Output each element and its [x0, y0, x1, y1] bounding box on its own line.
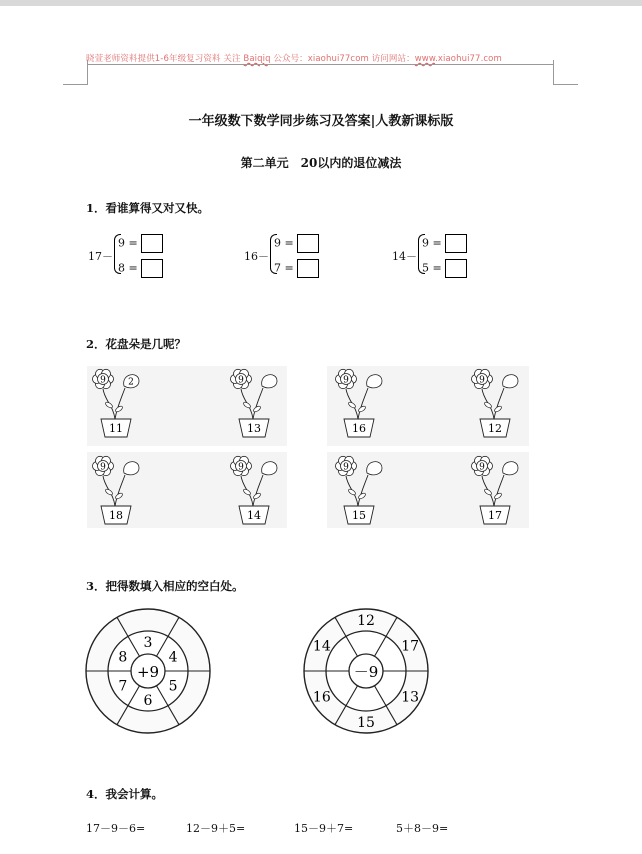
- flower-number: 9: [100, 375, 106, 386]
- subtrahend: 9: [422, 236, 429, 250]
- section4-heading: 4．我会计算。: [86, 787, 164, 801]
- leaf-balloon: [367, 375, 382, 388]
- wheel-value: 17: [401, 638, 420, 655]
- leaf: [358, 405, 367, 413]
- leaf: [348, 488, 357, 496]
- leaf: [494, 405, 503, 413]
- wheel-value: 3: [143, 635, 153, 651]
- equals-sign: =: [284, 261, 294, 275]
- leaf-balloon: [262, 462, 277, 475]
- header-text: 晓萱老师资料提供1-6年级复习资料 关注: [86, 54, 241, 64]
- wheel-operator: －9: [353, 663, 379, 681]
- wheel-value: 14: [312, 638, 331, 655]
- equals-sign: =: [432, 236, 442, 250]
- flower-pot: [93, 369, 140, 437]
- leaf: [105, 488, 114, 496]
- header-wechat: 公众号：xiaohui77com: [273, 54, 369, 64]
- flower-pot: [336, 369, 383, 437]
- leaf: [105, 401, 114, 409]
- leaf-balloon: [124, 462, 139, 475]
- stem: [115, 388, 125, 419]
- leaf: [253, 405, 262, 413]
- unit-title: 第二单元 20以内的退位减法: [240, 156, 402, 170]
- wheel-value: 15: [357, 715, 375, 731]
- equals-sign: =: [128, 261, 138, 275]
- equals-sign: =: [128, 236, 138, 250]
- wheel-plus-9: [82, 605, 214, 737]
- header-site-label: 访问网站：: [371, 54, 415, 64]
- flower-number: 9: [100, 462, 106, 473]
- subtrahend: 5: [422, 261, 429, 275]
- header-site: .xiaohui77.com: [435, 54, 502, 64]
- pot-number: 18: [109, 509, 123, 522]
- flower-pot: [472, 369, 519, 437]
- pot-number: 11: [109, 422, 123, 435]
- pot-number: 12: [488, 422, 502, 435]
- leaf: [358, 492, 367, 500]
- flower-pot: [93, 456, 140, 524]
- stem: [494, 388, 504, 419]
- stem: [115, 475, 125, 506]
- section1-heading: 1．看谁算得又对又快。: [86, 201, 210, 215]
- minuend: 14: [392, 250, 406, 263]
- flower-pot: [231, 369, 278, 437]
- doc-title: 一年级数下数学同步练习及答案|人教新课标版: [188, 114, 454, 129]
- leaf-balloon: [262, 375, 277, 388]
- header-qq: Baiqiq: [243, 54, 271, 64]
- flower-number: 9: [343, 375, 349, 386]
- flower-pot: [336, 456, 383, 524]
- stem: [358, 475, 368, 506]
- pot-number: 15: [352, 509, 366, 522]
- pot-number: 13: [247, 422, 261, 435]
- equals-sign: =: [432, 261, 442, 275]
- pot-number: 16: [352, 422, 366, 435]
- calc-item: 17－9－6=: [86, 822, 146, 835]
- wheel-value: 4: [168, 649, 178, 666]
- calc-item: 12－9＋5=: [186, 822, 246, 835]
- pot-number: 14: [247, 509, 261, 522]
- wheel-value: 8: [118, 649, 128, 666]
- leaf-balloon: [503, 462, 518, 475]
- leaf: [494, 492, 503, 500]
- minuend: 16: [244, 250, 258, 263]
- minus-sign: －: [406, 250, 417, 263]
- flower-number: 9: [238, 462, 244, 473]
- leaf: [115, 492, 124, 500]
- leaf-balloon: [367, 462, 382, 475]
- section3-heading: 3．把得数填入相应的空白处。: [86, 579, 244, 593]
- leaf: [253, 492, 262, 500]
- leaf: [243, 488, 252, 496]
- subtrahend: 7: [274, 261, 281, 275]
- flower-number: 9: [343, 462, 349, 473]
- flower-pot: [231, 456, 278, 524]
- stem: [494, 475, 504, 506]
- wheel-value: 7: [118, 678, 128, 695]
- minuend: 17: [88, 250, 102, 263]
- stem: [358, 388, 368, 419]
- stem: [253, 388, 263, 419]
- flower-number: 9: [479, 375, 485, 386]
- subtrahend: 9: [118, 236, 125, 250]
- flower-pot: [472, 456, 519, 524]
- wheel-value: 6: [143, 693, 153, 709]
- wheel-value: 12: [357, 613, 375, 629]
- leaf: [484, 401, 493, 409]
- wheel-value: 13: [401, 689, 420, 706]
- leaf: [484, 488, 493, 496]
- pot-number: 17: [488, 509, 502, 522]
- minus-sign: －: [102, 250, 113, 263]
- leaf: [243, 401, 252, 409]
- leaf-number: 2: [128, 377, 134, 388]
- flower-number: 9: [238, 375, 244, 386]
- wheel-value: 5: [168, 678, 178, 695]
- wheel-value: 16: [312, 689, 331, 706]
- section2-heading: 2．花盘朵是几呢？: [86, 337, 187, 351]
- leaf: [115, 405, 124, 413]
- flower-number: 9: [479, 462, 485, 473]
- equals-sign: =: [284, 236, 294, 250]
- wheel-minus-9: [300, 605, 432, 737]
- subtrahend: 8: [118, 261, 125, 275]
- leaf: [348, 401, 357, 409]
- leaf-balloon: [503, 375, 518, 388]
- calc-item: 15－9＋7=: [294, 822, 354, 835]
- wheel-operator: +9: [136, 663, 160, 681]
- subtrahend: 9: [274, 236, 281, 250]
- calc-item: 5＋8－9=: [396, 822, 449, 835]
- stem: [253, 475, 263, 506]
- header-site-prefix: www: [414, 54, 436, 64]
- minus-sign: －: [258, 250, 269, 263]
